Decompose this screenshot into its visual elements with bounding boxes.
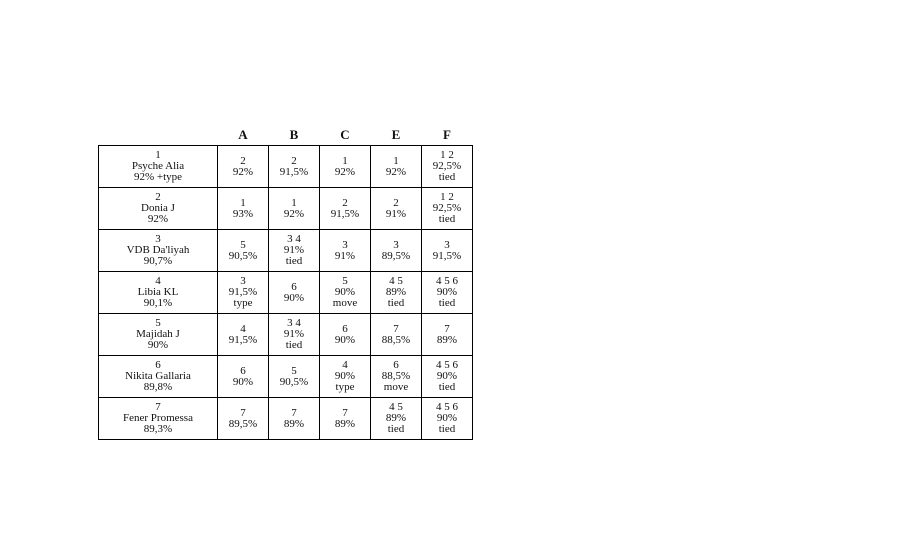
score-cell-f: [422, 356, 473, 398]
score-cell-e: [371, 272, 422, 314]
table-row: [99, 188, 473, 230]
percentage: 92,5%: [432, 160, 462, 172]
percentage: 89%: [283, 417, 305, 430]
note: tied: [438, 381, 456, 393]
table-row: [99, 356, 473, 398]
entrant-score: 89,3%: [143, 423, 173, 435]
score-cell-e: [371, 356, 422, 398]
score-cell-b: [269, 398, 320, 440]
percentage: 90,5%: [279, 375, 309, 388]
placement: 4 5 6: [436, 359, 458, 371]
placement: 5: [240, 238, 246, 251]
score-cell-f: [422, 272, 473, 314]
percentage: 90%: [436, 412, 458, 424]
note: tied: [285, 339, 303, 351]
percentage: 92%: [232, 165, 254, 178]
entrant-name: Donia J: [141, 202, 175, 214]
placement: 1: [393, 154, 399, 167]
entrant-name: Nikita Gallaria: [125, 370, 191, 382]
placement: 7: [342, 406, 348, 419]
note: tied: [285, 255, 303, 267]
header-row: [99, 124, 473, 146]
table-row: [99, 398, 473, 440]
entrant-score: 90,7%: [143, 255, 173, 267]
note: tied: [387, 423, 405, 435]
score-cell-e: [371, 230, 422, 272]
placement: 4: [240, 322, 246, 335]
column-header-e: E: [391, 126, 401, 142]
score-cell-c: [320, 230, 371, 272]
percentage: 92%: [385, 165, 407, 178]
entrant-rank: 5: [155, 317, 161, 329]
column-header-b: B: [289, 126, 299, 142]
placement: 2: [291, 154, 297, 167]
entrant-cell: [99, 146, 218, 188]
table-row: [99, 230, 473, 272]
percentage: 90%: [436, 370, 458, 382]
placement: 3: [342, 238, 348, 251]
placement: 7: [240, 406, 246, 419]
placement: 4 5: [389, 275, 403, 287]
placement: 4 5 6: [436, 275, 458, 287]
placement: 1: [342, 154, 348, 167]
placement: 1 2: [440, 191, 454, 203]
percentage: 90%: [334, 286, 356, 298]
score-cell-e: [371, 188, 422, 230]
score-cell-a: [218, 188, 269, 230]
note: tied: [387, 297, 405, 309]
percentage: 90%: [232, 375, 254, 388]
score-cell-f: [422, 314, 473, 356]
table-row: [99, 314, 473, 356]
percentage: 90%: [436, 286, 458, 298]
table-row: [99, 146, 473, 188]
score-cell-b: [269, 272, 320, 314]
entrant-cell: [99, 272, 218, 314]
table-body: [99, 146, 473, 440]
percentage: 88,5%: [381, 370, 411, 382]
percentage: 91,5%: [432, 249, 462, 262]
percentage: 89%: [436, 333, 458, 346]
percentage: 88,5%: [381, 333, 411, 346]
table-row: [99, 272, 473, 314]
entrant-cell: [99, 188, 218, 230]
placement: 3 4: [287, 233, 301, 245]
percentage: 92,5%: [432, 202, 462, 214]
entrant-score: 92%: [147, 213, 169, 225]
entrant-cell: [99, 314, 218, 356]
placement: 5: [291, 364, 297, 377]
percentage: 90%: [334, 370, 356, 382]
placement: 2: [240, 154, 246, 167]
score-cell-b: [269, 230, 320, 272]
placement: 4 5 6: [436, 401, 458, 413]
score-cell-c: [320, 272, 371, 314]
score-cell-a: [218, 314, 269, 356]
score-cell-f: [422, 146, 473, 188]
percentage: 91%: [334, 249, 356, 262]
percentage: 90%: [334, 333, 356, 346]
entrant-score: 90%: [147, 339, 169, 351]
percentage: 91%: [385, 207, 407, 220]
placement: 5: [342, 275, 348, 287]
score-cell-a: [218, 398, 269, 440]
note: move: [383, 381, 409, 393]
note: tied: [438, 171, 456, 183]
score-cell-a: [218, 272, 269, 314]
score-cell-b: [269, 356, 320, 398]
percentage: 92%: [334, 165, 356, 178]
percentage: 91%: [283, 244, 305, 256]
percentage: 91,5%: [228, 333, 258, 346]
placement: 3: [444, 238, 450, 251]
percentage: 91,5%: [279, 165, 309, 178]
score-cell-b: [269, 314, 320, 356]
percentage: 93%: [232, 207, 254, 220]
placement: 7: [393, 322, 399, 335]
percentage: 90%: [283, 291, 305, 304]
score-cell-a: [218, 230, 269, 272]
score-cell-c: [320, 356, 371, 398]
placement: 6: [291, 280, 297, 293]
entrant-cell: [99, 398, 218, 440]
score-cell-c: [320, 398, 371, 440]
percentage: 90,5%: [228, 249, 258, 262]
percentage: 89,5%: [228, 417, 258, 430]
placement: 2: [342, 196, 348, 209]
entrant-score: 89,8%: [143, 381, 173, 393]
placement: 1: [240, 196, 246, 209]
placement: 6: [393, 359, 399, 371]
score-cell-c: [320, 188, 371, 230]
score-cell-a: [218, 146, 269, 188]
entrant-rank: 1: [155, 149, 161, 161]
placement: 7: [444, 322, 450, 335]
percentage: 91%: [283, 328, 305, 340]
placement: 7: [291, 406, 297, 419]
entrant-cell: [99, 230, 218, 272]
score-cell-f: [422, 398, 473, 440]
entrant-name: Libia KL: [137, 286, 179, 298]
header-blank: [99, 124, 218, 146]
placement: 6: [342, 322, 348, 335]
note: tied: [438, 423, 456, 435]
entrant-rank: 4: [155, 275, 161, 287]
placement: 2: [393, 196, 399, 209]
placement: 3: [240, 275, 246, 287]
note: tied: [438, 297, 456, 309]
ranking-table: [98, 124, 473, 440]
column-header-f: F: [443, 126, 451, 142]
entrant-rank: 3: [155, 233, 161, 245]
entrant-name: Fener Promessa: [123, 412, 193, 424]
percentage: 89,5%: [381, 249, 411, 262]
note: type: [233, 297, 253, 309]
column-header-c: C: [340, 126, 350, 142]
percentage: 89%: [334, 417, 356, 430]
score-cell-e: [371, 146, 422, 188]
score-cell-e: [371, 314, 422, 356]
percentage: 92%: [283, 207, 305, 220]
note: move: [332, 297, 358, 309]
entrant-name: Psyche Alia: [131, 160, 185, 172]
placement: 4 5: [389, 401, 403, 413]
percentage: 91,5%: [330, 207, 360, 220]
placement: 1: [291, 196, 297, 209]
entrant-score: 92% +type: [133, 171, 183, 183]
placement: 6: [240, 364, 246, 377]
placement: 3 4: [287, 317, 301, 329]
entrant-rank: 7: [155, 401, 161, 413]
score-cell-f: [422, 230, 473, 272]
entrant-name: Majidah J: [136, 328, 180, 340]
note: tied: [438, 213, 456, 225]
placement: 4: [342, 359, 348, 371]
score-cell-c: [320, 314, 371, 356]
score-cell-b: [269, 146, 320, 188]
note: type: [335, 381, 355, 393]
column-header-a: A: [238, 126, 248, 142]
percentage: 91,5%: [228, 286, 258, 298]
entrant-rank: 6: [155, 359, 161, 371]
entrant-name: VDB Da'liyah: [126, 244, 190, 256]
placement: 3: [393, 238, 399, 251]
entrant-rank: 2: [155, 191, 161, 203]
score-cell-a: [218, 356, 269, 398]
score-cell-b: [269, 188, 320, 230]
score-cell-c: [320, 146, 371, 188]
entrant-cell: [99, 356, 218, 398]
placement: 1 2: [440, 149, 454, 161]
percentage: 89%: [385, 412, 407, 424]
percentage: 89%: [385, 286, 407, 298]
score-cell-f: [422, 188, 473, 230]
score-cell-e: [371, 398, 422, 440]
entrant-score: 90,1%: [143, 297, 173, 309]
